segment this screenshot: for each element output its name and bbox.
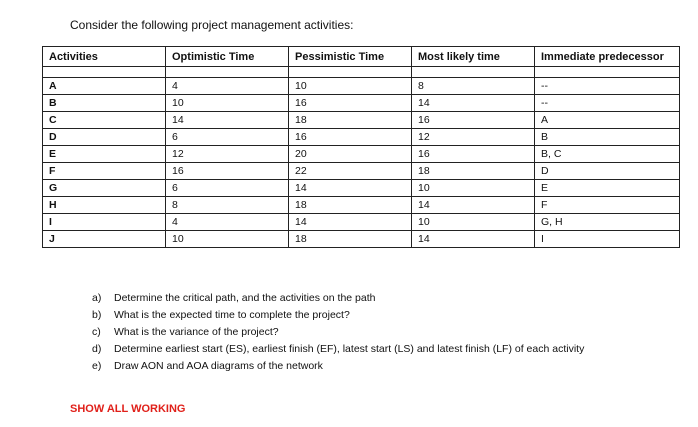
spacer-cell [535, 67, 680, 78]
cell-pessimistic: 20 [289, 146, 412, 163]
table-row [43, 129, 680, 146]
cell-optimistic: 4 [166, 214, 289, 231]
cell-most-likely: 8 [412, 78, 535, 95]
cell-activity: B [43, 95, 166, 112]
cell-optimistic: 8 [166, 197, 289, 214]
cell-predecessor: A [535, 112, 680, 129]
cell-most-likely: 14 [412, 197, 535, 214]
question-text: Draw AON and AOA diagrams of the network [114, 360, 323, 372]
cell-pessimistic: 18 [289, 231, 412, 248]
cell-predecessor: D [535, 163, 680, 180]
header-pessimistic-time: Pessimistic Time [289, 47, 412, 67]
question-label: c) [92, 326, 101, 338]
spacer-cell [289, 67, 412, 78]
table-row [43, 146, 680, 163]
spacer-cell [412, 67, 535, 78]
spacer-cell [166, 67, 289, 78]
cell-most-likely: 16 [412, 146, 535, 163]
intro-text: Consider the following project management activities: [70, 18, 354, 32]
cell-pessimistic: 18 [289, 112, 412, 129]
spacer-cell [43, 67, 166, 78]
table-row [43, 180, 680, 197]
activities-table [42, 46, 680, 248]
cell-activity: H [43, 197, 166, 214]
cell-pessimistic: 14 [289, 214, 412, 231]
cell-most-likely: 10 [412, 214, 535, 231]
cell-pessimistic: 18 [289, 197, 412, 214]
cell-activity: D [43, 129, 166, 146]
cell-predecessor: I [535, 231, 680, 248]
question-text: Determine earliest start (ES), earliest finish (EF), latest start (LS) and latest finish (LF) of each activity [114, 343, 585, 355]
cell-predecessor: E [535, 180, 680, 197]
question-label: b) [92, 309, 102, 321]
cell-optimistic: 10 [166, 95, 289, 112]
cell-optimistic: 12 [166, 146, 289, 163]
question-text: What is the expected time to complete the project? [114, 309, 350, 321]
question-label: d) [92, 343, 102, 355]
cell-optimistic: 6 [166, 129, 289, 146]
question-item [92, 308, 632, 323]
cell-optimistic: 16 [166, 163, 289, 180]
cell-pessimistic: 22 [289, 163, 412, 180]
cell-most-likely: 14 [412, 231, 535, 248]
cell-optimistic: 4 [166, 78, 289, 95]
cell-most-likely: 16 [412, 112, 535, 129]
table-row [43, 214, 680, 231]
header-activities: Activities [43, 47, 166, 67]
cell-activity: F [43, 163, 166, 180]
cell-predecessor: -- [535, 95, 680, 112]
cell-pessimistic: 16 [289, 129, 412, 146]
cell-predecessor: B, C [535, 146, 680, 163]
question-text: What is the variance of the project? [114, 326, 279, 338]
cell-most-likely: 18 [412, 163, 535, 180]
show-all-working-note: SHOW ALL WORKING [70, 403, 186, 415]
cell-predecessor: -- [535, 78, 680, 95]
header-optimistic-time: Optimistic Time [166, 47, 289, 67]
cell-predecessor: F [535, 197, 680, 214]
question-list [92, 291, 632, 376]
table-row [43, 95, 680, 112]
cell-most-likely: 12 [412, 129, 535, 146]
cell-optimistic: 10 [166, 231, 289, 248]
table-spacer-row [43, 67, 680, 78]
header-immediate-predecessor: Immediate predecessor [535, 47, 680, 67]
table-header-row [43, 47, 680, 67]
question-item [92, 291, 632, 306]
cell-optimistic: 6 [166, 180, 289, 197]
question-item [92, 325, 632, 340]
table-row [43, 163, 680, 180]
question-text: Determine the critical path, and the activities on the path [114, 292, 376, 304]
cell-pessimistic: 16 [289, 95, 412, 112]
table-row [43, 231, 680, 248]
cell-most-likely: 10 [412, 180, 535, 197]
table-row [43, 112, 680, 129]
cell-most-likely: 14 [412, 95, 535, 112]
cell-activity: G [43, 180, 166, 197]
question-item [92, 359, 632, 374]
cell-activity: C [43, 112, 166, 129]
cell-pessimistic: 14 [289, 180, 412, 197]
question-item [92, 342, 632, 357]
table-row [43, 197, 680, 214]
question-label: a) [92, 292, 102, 304]
table-row [43, 78, 680, 95]
cell-predecessor: G, H [535, 214, 680, 231]
cell-activity: I [43, 214, 166, 231]
question-label: e) [92, 360, 102, 372]
cell-activity: J [43, 231, 166, 248]
cell-predecessor: B [535, 129, 680, 146]
cell-pessimistic: 10 [289, 78, 412, 95]
cell-activity: E [43, 146, 166, 163]
cell-optimistic: 14 [166, 112, 289, 129]
header-most-likely-time: Most likely time [412, 47, 535, 67]
cell-activity: A [43, 78, 166, 95]
